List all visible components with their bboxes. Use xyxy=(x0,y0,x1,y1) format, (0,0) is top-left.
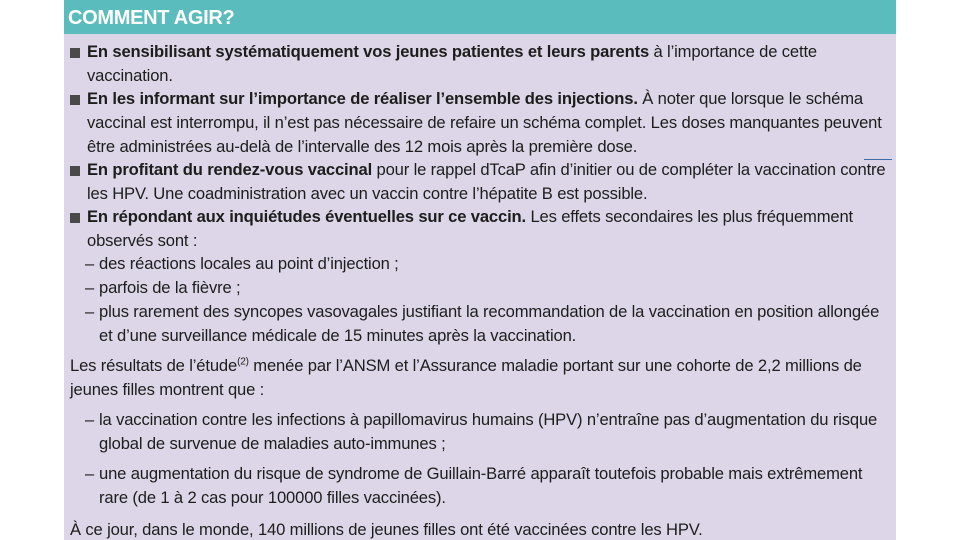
bullet-bold-text: En sensibilisant systématiquement vos jeunes patientes et leurs parents xyxy=(87,42,650,61)
side-effect-text: des réactions locales au point d’injection ; xyxy=(99,254,399,273)
dash-marker: – xyxy=(85,254,95,273)
result-text: la vaccination contre les infections à papillomavirus humains (HPV) n’entraîne pas d’augmentation du risque global de survenue de maladies auto-immunes ; xyxy=(99,410,878,453)
dash-marker: – xyxy=(85,302,95,321)
bullet-text: À noter que lorsque le schéma vaccinal est interrompu, il n’est pas nécessaire de refaire un schéma complet. Les doses manquantes peuvent être administrées au-delà de l’intervalle des 12 mois après la première dose. xyxy=(87,89,882,156)
square-bullet-icon xyxy=(70,48,80,58)
bullet-text: Les effets secondaires les plus fréquemment observés sont : xyxy=(87,207,853,250)
bullet-text: à l’importance de cette vaccination. xyxy=(87,42,817,85)
bullet-paragraph-2 xyxy=(70,87,886,159)
dash-marker: – xyxy=(85,278,95,297)
result-item xyxy=(70,408,886,456)
result-item xyxy=(70,462,886,510)
study-text-after: menée par l’ANSM et l’Assurance maladie portant sur une cohorte de 2,2 millions de jeunes filles montrent que : xyxy=(70,356,862,399)
study-text-before: Les résultats de l’étude xyxy=(70,356,238,375)
panel-header: COMMENT AGIR? xyxy=(64,0,896,34)
square-bullet-icon xyxy=(70,166,80,176)
bullet-paragraph-1 xyxy=(70,40,886,88)
square-bullet-icon xyxy=(70,95,80,105)
bullet-paragraph-3 xyxy=(70,158,886,206)
side-effect-item xyxy=(70,276,886,300)
bullet-bold-text: En profitant du rendez-vous vaccinal xyxy=(87,160,373,179)
result-text: une augmentation du risque de syndrome de Guillain-Barré apparaît toutefois probable mais extrêmement rare (de 1 à 2 cas pour 100000 filles vaccinées). xyxy=(99,464,863,507)
info-panel xyxy=(64,0,896,540)
bullet-bold-text: En les informant sur l’importance de réaliser l’ensemble des injections. xyxy=(87,89,638,108)
divider xyxy=(864,159,892,160)
bullet-text: pour le rappel dTcaP afin d’initier ou de compléter la vaccination contre les HPV. Une coadministration avec un vaccin contre l’hépatite B est possible. xyxy=(87,160,886,203)
side-effect-item xyxy=(70,252,886,276)
square-bullet-icon xyxy=(70,213,80,223)
side-effect-text: plus rarement des syncopes vasovagales justifiant la recommandation de la vaccination en position allongée et d’une surveillance médicale de 15 minutes après la vaccination. xyxy=(99,302,880,345)
conclusion-paragraph: À ce jour, dans le monde, 140 millions de jeunes filles ont été vaccinées contre les HPV. xyxy=(70,520,703,539)
side-effect-item xyxy=(70,300,886,348)
dash-marker: – xyxy=(85,464,95,483)
study-reference: (2) xyxy=(237,356,249,368)
panel-content xyxy=(64,34,896,540)
bullet-bold-text: En répondant aux inquiétudes éventuelles sur ce vaccin. xyxy=(87,207,526,226)
study-paragraph xyxy=(70,354,886,402)
bullet-paragraph-4 xyxy=(70,205,886,253)
side-effect-text: parfois de la fièvre ; xyxy=(99,278,241,297)
dash-marker: – xyxy=(85,410,95,429)
